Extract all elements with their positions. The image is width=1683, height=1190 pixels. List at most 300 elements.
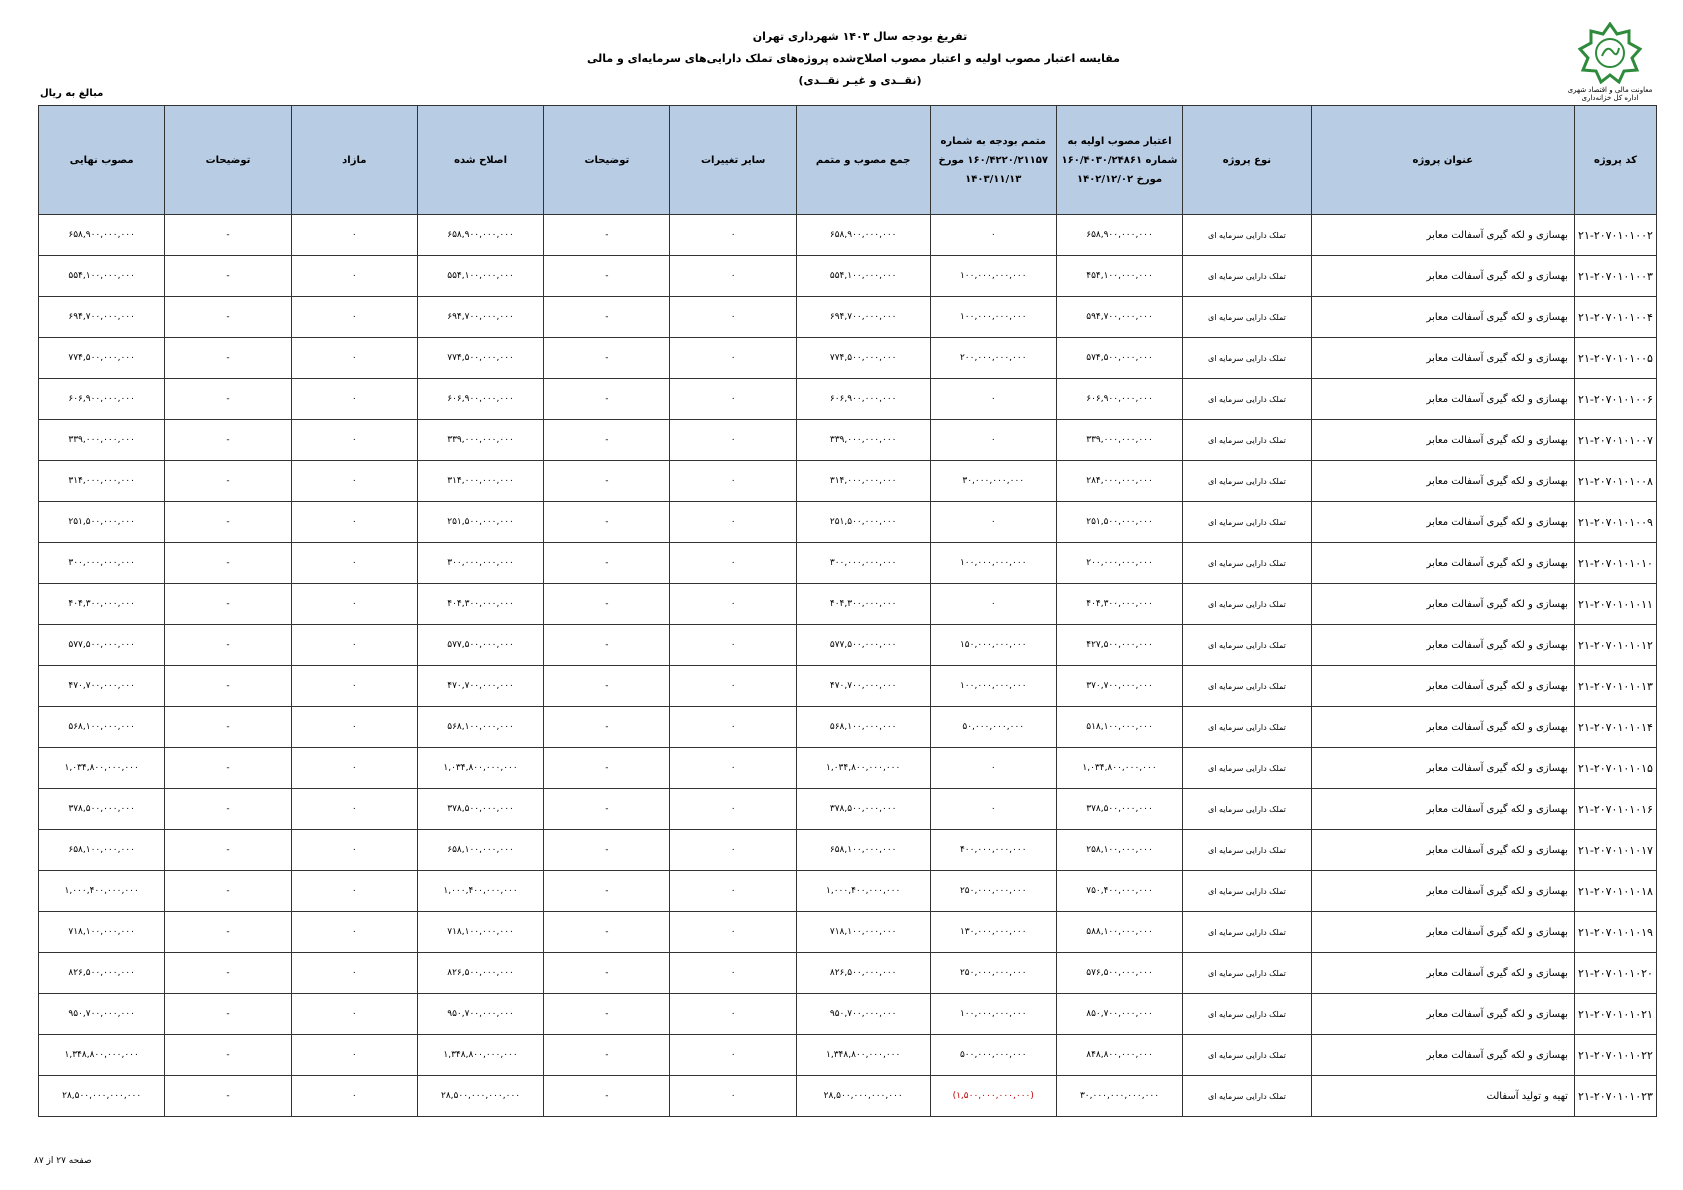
table-row bbox=[39, 420, 1657, 461]
cell-type: تملک دارایی سرمایه ای bbox=[1183, 912, 1311, 953]
cell-code: ۲۱-۲۰۷۰۱۰۱۰۱۰ bbox=[1574, 543, 1656, 584]
table-row bbox=[39, 871, 1657, 912]
cell-initial: ۴۵۴,۱۰۰,۰۰۰,۰۰۰ bbox=[1056, 256, 1182, 297]
cell-title: بهسازی و لکه گیری آسفالت معابر bbox=[1311, 707, 1574, 748]
cell-type: تملک دارایی سرمایه ای bbox=[1183, 584, 1311, 625]
cell-other-changes: ۰ bbox=[670, 953, 796, 994]
cell-supplement: ۱۰۰,۰۰۰,۰۰۰,۰۰۰ bbox=[930, 994, 1056, 1035]
cell-code: ۲۱-۲۰۷۰۱۰۱۰۰۶ bbox=[1574, 379, 1656, 420]
cell-notes2: - bbox=[165, 543, 291, 584]
budget-table bbox=[38, 105, 1657, 1117]
cell-surplus: ۰ bbox=[291, 461, 417, 502]
cell-supplement: ۲۵۰,۰۰۰,۰۰۰,۰۰۰ bbox=[930, 871, 1056, 912]
cell-other-changes: ۰ bbox=[670, 215, 796, 256]
cell-total: ۵۶۸,۱۰۰,۰۰۰,۰۰۰ bbox=[796, 707, 930, 748]
cell-title: بهسازی و لکه گیری آسفالت معابر bbox=[1311, 789, 1574, 830]
table-row bbox=[39, 461, 1657, 502]
cell-initial: ۶۵۸,۹۰۰,۰۰۰,۰۰۰ bbox=[1056, 215, 1182, 256]
cell-total: ۱,۰۰۰,۴۰۰,۰۰۰,۰۰۰ bbox=[796, 871, 930, 912]
cell-other-changes: ۰ bbox=[670, 748, 796, 789]
cell-code: ۲۱-۲۰۷۰۱۰۱۰۱۱ bbox=[1574, 584, 1656, 625]
cell-other-changes: ۰ bbox=[670, 256, 796, 297]
cell-title: بهسازی و لکه گیری آسفالت معابر bbox=[1311, 871, 1574, 912]
cell-revised: ۱,۰۰۰,۴۰۰,۰۰۰,۰۰۰ bbox=[417, 871, 543, 912]
table-header-row bbox=[39, 106, 1657, 215]
cell-surplus: ۰ bbox=[291, 1035, 417, 1076]
cell-final: ۴۷۰,۷۰۰,۰۰۰,۰۰۰ bbox=[39, 666, 165, 707]
cell-supplement: ۱۰۰,۰۰۰,۰۰۰,۰۰۰ bbox=[930, 666, 1056, 707]
cell-notes2: - bbox=[165, 461, 291, 502]
cell-title: بهسازی و لکه گیری آسفالت معابر bbox=[1311, 297, 1574, 338]
cell-revised: ۶۰۶,۹۰۰,۰۰۰,۰۰۰ bbox=[417, 379, 543, 420]
table-row bbox=[39, 584, 1657, 625]
cell-surplus: ۰ bbox=[291, 748, 417, 789]
cell-type: تملک دارایی سرمایه ای bbox=[1183, 338, 1311, 379]
cell-title: بهسازی و لکه گیری آسفالت معابر bbox=[1311, 625, 1574, 666]
cell-title: بهسازی و لکه گیری آسفالت معابر bbox=[1311, 420, 1574, 461]
cell-code: ۲۱-۲۰۷۰۱۰۱۰۱۹ bbox=[1574, 912, 1656, 953]
col-header-type: نوع پروژه bbox=[1183, 106, 1311, 215]
cell-type: تملک دارایی سرمایه ای bbox=[1183, 625, 1311, 666]
cell-initial: ۱,۰۳۴,۸۰۰,۰۰۰,۰۰۰ bbox=[1056, 748, 1182, 789]
cell-notes2: - bbox=[165, 256, 291, 297]
cell-total: ۷۷۴,۵۰۰,۰۰۰,۰۰۰ bbox=[796, 338, 930, 379]
cell-title: بهسازی و لکه گیری آسفالت معابر bbox=[1311, 666, 1574, 707]
cell-notes1: - bbox=[544, 420, 670, 461]
cell-final: ۳۰۰,۰۰۰,۰۰۰,۰۰۰ bbox=[39, 543, 165, 584]
cell-title: بهسازی و لکه گیری آسفالت معابر bbox=[1311, 584, 1574, 625]
cell-surplus: ۰ bbox=[291, 215, 417, 256]
cell-type: تملک دارایی سرمایه ای bbox=[1183, 461, 1311, 502]
cell-other-changes: ۰ bbox=[670, 830, 796, 871]
cell-total: ۹۵۰,۷۰۰,۰۰۰,۰۰۰ bbox=[796, 994, 930, 1035]
cell-other-changes: ۰ bbox=[670, 1076, 796, 1117]
cell-other-changes: ۰ bbox=[670, 379, 796, 420]
cell-notes2: - bbox=[165, 789, 291, 830]
cell-notes2: - bbox=[165, 338, 291, 379]
cell-total: ۶۰۶,۹۰۰,۰۰۰,۰۰۰ bbox=[796, 379, 930, 420]
table-body bbox=[39, 215, 1657, 1117]
cell-supplement: ۱۵۰,۰۰۰,۰۰۰,۰۰۰ bbox=[930, 625, 1056, 666]
table-row bbox=[39, 830, 1657, 871]
cell-other-changes: ۰ bbox=[670, 502, 796, 543]
cell-initial: ۴۲۷,۵۰۰,۰۰۰,۰۰۰ bbox=[1056, 625, 1182, 666]
tehran-municipality-emblem-icon bbox=[1577, 22, 1643, 84]
unit-note: مبالغ به ریال bbox=[40, 88, 104, 99]
cell-title: بهسازی و لکه گیری آسفالت معابر bbox=[1311, 256, 1574, 297]
cell-initial: ۵۹۴,۷۰۰,۰۰۰,۰۰۰ bbox=[1056, 297, 1182, 338]
cell-total: ۶۹۴,۷۰۰,۰۰۰,۰۰۰ bbox=[796, 297, 930, 338]
cell-revised: ۹۵۰,۷۰۰,۰۰۰,۰۰۰ bbox=[417, 994, 543, 1035]
cell-revised: ۲۸,۵۰۰,۰۰۰,۰۰۰,۰۰۰ bbox=[417, 1076, 543, 1117]
cell-type: تملک دارایی سرمایه ای bbox=[1183, 953, 1311, 994]
cell-initial: ۸۴۸,۸۰۰,۰۰۰,۰۰۰ bbox=[1056, 1035, 1182, 1076]
cell-notes1: - bbox=[544, 748, 670, 789]
cell-title: بهسازی و لکه گیری آسفالت معابر bbox=[1311, 338, 1574, 379]
cell-type: تملک دارایی سرمایه ای bbox=[1183, 502, 1311, 543]
cell-final: ۱,۳۴۸,۸۰۰,۰۰۰,۰۰۰ bbox=[39, 1035, 165, 1076]
cell-other-changes: ۰ bbox=[670, 420, 796, 461]
cell-revised: ۱,۳۴۸,۸۰۰,۰۰۰,۰۰۰ bbox=[417, 1035, 543, 1076]
cell-total: ۴۰۴,۳۰۰,۰۰۰,۰۰۰ bbox=[796, 584, 930, 625]
cell-total: ۶۵۸,۹۰۰,۰۰۰,۰۰۰ bbox=[796, 215, 930, 256]
cell-supplement: ۱۰۰,۰۰۰,۰۰۰,۰۰۰ bbox=[930, 543, 1056, 584]
org-line2: اداره کل خزانه‌داری bbox=[1581, 94, 1639, 102]
cell-other-changes: ۰ bbox=[670, 543, 796, 584]
col-header-initial: اعتبار مصوب اولیه به شماره ۱۶۰/۴۰۳۰/۲۴۸۶۱ مورخ ۱۴۰۲/۱۲/۰۲ bbox=[1056, 106, 1182, 215]
cell-other-changes: ۰ bbox=[670, 297, 796, 338]
cell-revised: ۳۳۹,۰۰۰,۰۰۰,۰۰۰ bbox=[417, 420, 543, 461]
cell-initial: ۳۷۸,۵۰۰,۰۰۰,۰۰۰ bbox=[1056, 789, 1182, 830]
cell-title: بهسازی و لکه گیری آسفالت معابر bbox=[1311, 215, 1574, 256]
cell-surplus: ۰ bbox=[291, 256, 417, 297]
cell-initial: ۵۱۸,۱۰۰,۰۰۰,۰۰۰ bbox=[1056, 707, 1182, 748]
cell-supplement: ۴۰۰,۰۰۰,۰۰۰,۰۰۰ bbox=[930, 830, 1056, 871]
cell-notes2: - bbox=[165, 830, 291, 871]
cell-supplement: ۰ bbox=[930, 789, 1056, 830]
cell-surplus: ۰ bbox=[291, 543, 417, 584]
cell-supplement: ۱۳۰,۰۰۰,۰۰۰,۰۰۰ bbox=[930, 912, 1056, 953]
cell-total: ۷۱۸,۱۰۰,۰۰۰,۰۰۰ bbox=[796, 912, 930, 953]
cell-title: بهسازی و لکه گیری آسفالت معابر bbox=[1311, 379, 1574, 420]
cell-surplus: ۰ bbox=[291, 420, 417, 461]
col-header-title: عنوان پروژه bbox=[1311, 106, 1574, 215]
cell-supplement: ۰ bbox=[930, 502, 1056, 543]
cell-notes1: - bbox=[544, 707, 670, 748]
cell-revised: ۳۷۸,۵۰۰,۰۰۰,۰۰۰ bbox=[417, 789, 543, 830]
cell-title: تهیه و تولید آسفالت bbox=[1311, 1076, 1574, 1117]
cell-revised: ۷۱۸,۱۰۰,۰۰۰,۰۰۰ bbox=[417, 912, 543, 953]
col-header-revised: اصلاح شده bbox=[417, 106, 543, 215]
cell-supplement: ۱۰۰,۰۰۰,۰۰۰,۰۰۰ bbox=[930, 297, 1056, 338]
document-title-block bbox=[586, 26, 1120, 92]
cell-notes2: - bbox=[165, 912, 291, 953]
table-row bbox=[39, 502, 1657, 543]
cell-code: ۲۱-۲۰۷۰۱۰۱۰۱۸ bbox=[1574, 871, 1656, 912]
cell-revised: ۶۵۸,۱۰۰,۰۰۰,۰۰۰ bbox=[417, 830, 543, 871]
cell-supplement: ۰ bbox=[930, 379, 1056, 420]
cell-code: ۲۱-۲۰۷۰۱۰۱۰۲۱ bbox=[1574, 994, 1656, 1035]
cell-title: بهسازی و لکه گیری آسفالت معابر bbox=[1311, 543, 1574, 584]
col-header-other-changes: سایر تغییرات bbox=[670, 106, 796, 215]
cell-total: ۳۳۹,۰۰۰,۰۰۰,۰۰۰ bbox=[796, 420, 930, 461]
cell-surplus: ۰ bbox=[291, 666, 417, 707]
col-header-surplus: مازاد bbox=[291, 106, 417, 215]
cell-final: ۳۳۹,۰۰۰,۰۰۰,۰۰۰ bbox=[39, 420, 165, 461]
cell-notes1: - bbox=[544, 379, 670, 420]
cell-other-changes: ۰ bbox=[670, 625, 796, 666]
cell-type: تملک دارایی سرمایه ای bbox=[1183, 789, 1311, 830]
cell-total: ۳۰۰,۰۰۰,۰۰۰,۰۰۰ bbox=[796, 543, 930, 584]
col-header-notes1: توضیحات bbox=[544, 106, 670, 215]
cell-total: ۶۵۸,۱۰۰,۰۰۰,۰۰۰ bbox=[796, 830, 930, 871]
table-row bbox=[39, 666, 1657, 707]
cell-revised: ۸۲۶,۵۰۰,۰۰۰,۰۰۰ bbox=[417, 953, 543, 994]
cell-revised: ۵۷۷,۵۰۰,۰۰۰,۰۰۰ bbox=[417, 625, 543, 666]
table-row bbox=[39, 1035, 1657, 1076]
table-row bbox=[39, 297, 1657, 338]
cell-surplus: ۰ bbox=[291, 584, 417, 625]
cell-supplement: ۲۰۰,۰۰۰,۰۰۰,۰۰۰ bbox=[930, 338, 1056, 379]
table-row bbox=[39, 994, 1657, 1035]
cell-initial: ۸۵۰,۷۰۰,۰۰۰,۰۰۰ bbox=[1056, 994, 1182, 1035]
cell-code: ۲۱-۲۰۷۰۱۰۱۰۰۴ bbox=[1574, 297, 1656, 338]
cell-supplement: ۰ bbox=[930, 420, 1056, 461]
cell-final: ۶۵۸,۱۰۰,۰۰۰,۰۰۰ bbox=[39, 830, 165, 871]
cell-type: تملک دارایی سرمایه ای bbox=[1183, 830, 1311, 871]
cell-type: تملک دارایی سرمایه ای bbox=[1183, 256, 1311, 297]
cell-initial: ۳۰,۰۰۰,۰۰۰,۰۰۰,۰۰۰ bbox=[1056, 1076, 1182, 1117]
cell-code: ۲۱-۲۰۷۰۱۰۱۰۰۳ bbox=[1574, 256, 1656, 297]
cell-final: ۷۱۸,۱۰۰,۰۰۰,۰۰۰ bbox=[39, 912, 165, 953]
cell-type: تملک دارایی سرمایه ای bbox=[1183, 707, 1311, 748]
cell-notes2: - bbox=[165, 420, 291, 461]
cell-type: تملک دارایی سرمایه ای bbox=[1183, 215, 1311, 256]
cell-notes1: - bbox=[544, 215, 670, 256]
cell-supplement: ۵۰,۰۰۰,۰۰۰,۰۰۰ bbox=[930, 707, 1056, 748]
cell-surplus: ۰ bbox=[291, 502, 417, 543]
cell-other-changes: ۰ bbox=[670, 871, 796, 912]
cell-supplement: ۰ bbox=[930, 748, 1056, 789]
cell-notes1: - bbox=[544, 789, 670, 830]
cell-type: تملک دارایی سرمایه ای bbox=[1183, 871, 1311, 912]
table-row bbox=[39, 1076, 1657, 1117]
cell-other-changes: ۰ bbox=[670, 666, 796, 707]
cell-total: ۸۲۶,۵۰۰,۰۰۰,۰۰۰ bbox=[796, 953, 930, 994]
cell-title: بهسازی و لکه گیری آسفالت معابر bbox=[1311, 502, 1574, 543]
cell-supplement: ۰ bbox=[930, 215, 1056, 256]
cell-final: ۶۵۸,۹۰۰,۰۰۰,۰۰۰ bbox=[39, 215, 165, 256]
cell-revised: ۱,۰۳۴,۸۰۰,۰۰۰,۰۰۰ bbox=[417, 748, 543, 789]
cell-notes2: - bbox=[165, 625, 291, 666]
cell-surplus: ۰ bbox=[291, 625, 417, 666]
page-number: صفحه ۲۷ از ۸۷ bbox=[34, 1156, 92, 1166]
cell-title: بهسازی و لکه گیری آسفالت معابر bbox=[1311, 953, 1574, 994]
cell-notes1: - bbox=[544, 297, 670, 338]
org-line1: معاونت مالی و اقتصاد شهری bbox=[1567, 86, 1653, 94]
table-row bbox=[39, 543, 1657, 584]
cell-notes1: - bbox=[544, 666, 670, 707]
cell-surplus: ۰ bbox=[291, 297, 417, 338]
cell-initial: ۴۰۴,۳۰۰,۰۰۰,۰۰۰ bbox=[1056, 584, 1182, 625]
table-row bbox=[39, 789, 1657, 830]
table-row bbox=[39, 215, 1657, 256]
cell-notes1: - bbox=[544, 1035, 670, 1076]
cell-final: ۵۷۷,۵۰۰,۰۰۰,۰۰۰ bbox=[39, 625, 165, 666]
cell-final: ۵۵۴,۱۰۰,۰۰۰,۰۰۰ bbox=[39, 256, 165, 297]
cell-final: ۸۲۶,۵۰۰,۰۰۰,۰۰۰ bbox=[39, 953, 165, 994]
cell-notes1: - bbox=[544, 502, 670, 543]
cell-type: تملک دارایی سرمایه ای bbox=[1183, 297, 1311, 338]
cell-notes2: - bbox=[165, 584, 291, 625]
title-line-3: (نقــدی و غیـر نقــدی) bbox=[798, 74, 922, 87]
cell-notes1: - bbox=[544, 912, 670, 953]
cell-revised: ۵۶۸,۱۰۰,۰۰۰,۰۰۰ bbox=[417, 707, 543, 748]
cell-revised: ۷۷۴,۵۰۰,۰۰۰,۰۰۰ bbox=[417, 338, 543, 379]
cell-initial: ۷۵۰,۴۰۰,۰۰۰,۰۰۰ bbox=[1056, 871, 1182, 912]
cell-code: ۲۱-۲۰۷۰۱۰۱۰۰۸ bbox=[1574, 461, 1656, 502]
table-row bbox=[39, 256, 1657, 297]
cell-type: تملک دارایی سرمایه ای bbox=[1183, 379, 1311, 420]
col-header-final: مصوب نهایی bbox=[39, 106, 165, 215]
cell-surplus: ۰ bbox=[291, 953, 417, 994]
cell-notes1: - bbox=[544, 256, 670, 297]
cell-total: ۳۷۸,۵۰۰,۰۰۰,۰۰۰ bbox=[796, 789, 930, 830]
cell-notes2: - bbox=[165, 1035, 291, 1076]
title-line-2: مقایسه اعتبار مصوب اولیه و اعتبار مصوب اصلاح‌شده پروژه‌های تملک دارایی‌های سرمایه‌ای و مالی bbox=[586, 52, 1120, 65]
cell-notes2: - bbox=[165, 707, 291, 748]
cell-notes2: - bbox=[165, 666, 291, 707]
col-header-supplement: متمم بودجه به شماره ۱۶۰/۴۲۲۰/۲۱۱۵۷ مورخ ۱۴۰۳/۱۱/۱۳ bbox=[930, 106, 1056, 215]
cell-code: ۲۱-۲۰۷۰۱۰۱۰۱۴ bbox=[1574, 707, 1656, 748]
cell-revised: ۳۱۴,۰۰۰,۰۰۰,۰۰۰ bbox=[417, 461, 543, 502]
cell-notes1: - bbox=[544, 625, 670, 666]
cell-code: ۲۱-۲۰۷۰۱۰۱۰۱۲ bbox=[1574, 625, 1656, 666]
cell-notes2: - bbox=[165, 871, 291, 912]
cell-initial: ۳۷۰,۷۰۰,۰۰۰,۰۰۰ bbox=[1056, 666, 1182, 707]
cell-title: بهسازی و لکه گیری آسفالت معابر bbox=[1311, 461, 1574, 502]
table-row bbox=[39, 912, 1657, 953]
cell-title: بهسازی و لکه گیری آسفالت معابر bbox=[1311, 912, 1574, 953]
cell-revised: ۵۵۴,۱۰۰,۰۰۰,۰۰۰ bbox=[417, 256, 543, 297]
table-row bbox=[39, 625, 1657, 666]
cell-title: بهسازی و لکه گیری آسفالت معابر bbox=[1311, 1035, 1574, 1076]
cell-title: بهسازی و لکه گیری آسفالت معابر bbox=[1311, 830, 1574, 871]
col-header-code: کد پروژه bbox=[1574, 106, 1656, 215]
cell-total: ۱,۳۴۸,۸۰۰,۰۰۰,۰۰۰ bbox=[796, 1035, 930, 1076]
cell-notes1: - bbox=[544, 830, 670, 871]
table-row bbox=[39, 953, 1657, 994]
cell-supplement: ۰ bbox=[930, 584, 1056, 625]
cell-code: ۲۱-۲۰۷۰۱۰۱۰۲۰ bbox=[1574, 953, 1656, 994]
cell-final: ۱,۰۰۰,۴۰۰,۰۰۰,۰۰۰ bbox=[39, 871, 165, 912]
cell-revised: ۲۵۱,۵۰۰,۰۰۰,۰۰۰ bbox=[417, 502, 543, 543]
cell-other-changes: ۰ bbox=[670, 338, 796, 379]
cell-code: ۲۱-۲۰۷۰۱۰۱۰۱۷ bbox=[1574, 830, 1656, 871]
cell-type: تملک دارایی سرمایه ای bbox=[1183, 420, 1311, 461]
cell-title: بهسازی و لکه گیری آسفالت معابر bbox=[1311, 748, 1574, 789]
cell-final: ۳۷۸,۵۰۰,۰۰۰,۰۰۰ bbox=[39, 789, 165, 830]
cell-other-changes: ۰ bbox=[670, 1035, 796, 1076]
cell-surplus: ۰ bbox=[291, 830, 417, 871]
cell-surplus: ۰ bbox=[291, 871, 417, 912]
cell-notes1: - bbox=[544, 338, 670, 379]
cell-code: ۲۱-۲۰۷۰۱۰۱۰۰۹ bbox=[1574, 502, 1656, 543]
cell-code: ۲۱-۲۰۷۰۱۰۱۰۱۵ bbox=[1574, 748, 1656, 789]
cell-supplement: ۱۰۰,۰۰۰,۰۰۰,۰۰۰ bbox=[930, 256, 1056, 297]
cell-code: ۲۱-۲۰۷۰۱۰۱۰۱۳ bbox=[1574, 666, 1656, 707]
cell-notes1: - bbox=[544, 994, 670, 1035]
col-header-notes2: توضیحات bbox=[165, 106, 291, 215]
col-header-total: جمع مصوب و متمم bbox=[796, 106, 930, 215]
cell-surplus: ۰ bbox=[291, 1076, 417, 1117]
cell-notes2: - bbox=[165, 379, 291, 420]
cell-initial: ۲۵۸,۱۰۰,۰۰۰,۰۰۰ bbox=[1056, 830, 1182, 871]
cell-other-changes: ۰ bbox=[670, 707, 796, 748]
cell-code: ۲۱-۲۰۷۰۱۰۱۰۲۲ bbox=[1574, 1035, 1656, 1076]
cell-supplement: ۳۰,۰۰۰,۰۰۰,۰۰۰ bbox=[930, 461, 1056, 502]
cell-notes2: - bbox=[165, 1076, 291, 1117]
table-row bbox=[39, 748, 1657, 789]
cell-supplement: ۲۵۰,۰۰۰,۰۰۰,۰۰۰ bbox=[930, 953, 1056, 994]
cell-total: ۵۵۴,۱۰۰,۰۰۰,۰۰۰ bbox=[796, 256, 930, 297]
cell-surplus: ۰ bbox=[291, 379, 417, 420]
cell-notes1: - bbox=[544, 953, 670, 994]
title-line-1: تفریغ بودجه سال ۱۴۰۳ شهرداری تهران bbox=[752, 30, 968, 43]
cell-initial: ۶۰۶,۹۰۰,۰۰۰,۰۰۰ bbox=[1056, 379, 1182, 420]
cell-total: ۱,۰۳۴,۸۰۰,۰۰۰,۰۰۰ bbox=[796, 748, 930, 789]
cell-supplement: ۵۰۰,۰۰۰,۰۰۰,۰۰۰ bbox=[930, 1035, 1056, 1076]
cell-surplus: ۰ bbox=[291, 338, 417, 379]
cell-total: ۳۱۴,۰۰۰,۰۰۰,۰۰۰ bbox=[796, 461, 930, 502]
cell-other-changes: ۰ bbox=[670, 912, 796, 953]
cell-surplus: ۰ bbox=[291, 707, 417, 748]
cell-initial: ۲۰۰,۰۰۰,۰۰۰,۰۰۰ bbox=[1056, 543, 1182, 584]
cell-initial: ۵۷۴,۵۰۰,۰۰۰,۰۰۰ bbox=[1056, 338, 1182, 379]
cell-final: ۵۶۸,۱۰۰,۰۰۰,۰۰۰ bbox=[39, 707, 165, 748]
cell-revised: ۴۷۰,۷۰۰,۰۰۰,۰۰۰ bbox=[417, 666, 543, 707]
cell-code: ۲۱-۲۰۷۰۱۰۱۰۲۳ bbox=[1574, 1076, 1656, 1117]
cell-final: ۹۵۰,۷۰۰,۰۰۰,۰۰۰ bbox=[39, 994, 165, 1035]
cell-notes1: - bbox=[544, 543, 670, 584]
cell-revised: ۶۵۸,۹۰۰,۰۰۰,۰۰۰ bbox=[417, 215, 543, 256]
table-row bbox=[39, 707, 1657, 748]
cell-other-changes: ۰ bbox=[670, 789, 796, 830]
cell-notes1: - bbox=[544, 584, 670, 625]
cell-code: ۲۱-۲۰۷۰۱۰۱۰۱۶ bbox=[1574, 789, 1656, 830]
cell-other-changes: ۰ bbox=[670, 461, 796, 502]
cell-final: ۲۵۱,۵۰۰,۰۰۰,۰۰۰ bbox=[39, 502, 165, 543]
cell-title: بهسازی و لکه گیری آسفالت معابر bbox=[1311, 994, 1574, 1035]
cell-notes1: - bbox=[544, 461, 670, 502]
cell-surplus: ۰ bbox=[291, 789, 417, 830]
cell-notes1: - bbox=[544, 871, 670, 912]
table-row bbox=[39, 338, 1657, 379]
cell-final: ۱,۰۳۴,۸۰۰,۰۰۰,۰۰۰ bbox=[39, 748, 165, 789]
municipality-logo bbox=[1562, 22, 1658, 106]
cell-final: ۲۸,۵۰۰,۰۰۰,۰۰۰,۰۰۰ bbox=[39, 1076, 165, 1117]
cell-initial: ۵۷۶,۵۰۰,۰۰۰,۰۰۰ bbox=[1056, 953, 1182, 994]
cell-revised: ۶۹۴,۷۰۰,۰۰۰,۰۰۰ bbox=[417, 297, 543, 338]
cell-type: تملک دارایی سرمایه ای bbox=[1183, 1076, 1311, 1117]
cell-notes2: - bbox=[165, 994, 291, 1035]
cell-code: ۲۱-۲۰۷۰۱۰۱۰۰۷ bbox=[1574, 420, 1656, 461]
cell-notes2: - bbox=[165, 953, 291, 994]
cell-total: ۲۸,۵۰۰,۰۰۰,۰۰۰,۰۰۰ bbox=[796, 1076, 930, 1117]
cell-final: ۶۰۶,۹۰۰,۰۰۰,۰۰۰ bbox=[39, 379, 165, 420]
cell-surplus: ۰ bbox=[291, 912, 417, 953]
cell-surplus: ۰ bbox=[291, 994, 417, 1035]
cell-code: ۲۱-۲۰۷۰۱۰۱۰۰۵ bbox=[1574, 338, 1656, 379]
cell-total: ۲۵۱,۵۰۰,۰۰۰,۰۰۰ bbox=[796, 502, 930, 543]
table-row bbox=[39, 379, 1657, 420]
cell-type: تملک دارایی سرمایه ای bbox=[1183, 543, 1311, 584]
cell-final: ۷۷۴,۵۰۰,۰۰۰,۰۰۰ bbox=[39, 338, 165, 379]
cell-initial: ۲۵۱,۵۰۰,۰۰۰,۰۰۰ bbox=[1056, 502, 1182, 543]
cell-initial: ۲۸۴,۰۰۰,۰۰۰,۰۰۰ bbox=[1056, 461, 1182, 502]
cell-initial: ۵۸۸,۱۰۰,۰۰۰,۰۰۰ bbox=[1056, 912, 1182, 953]
cell-final: ۳۱۴,۰۰۰,۰۰۰,۰۰۰ bbox=[39, 461, 165, 502]
cell-supplement: (۱,۵۰۰,۰۰۰,۰۰۰,۰۰۰) bbox=[930, 1076, 1056, 1117]
cell-type: تملک دارایی سرمایه ای bbox=[1183, 1035, 1311, 1076]
cell-revised: ۳۰۰,۰۰۰,۰۰۰,۰۰۰ bbox=[417, 543, 543, 584]
cell-code: ۲۱-۲۰۷۰۱۰۱۰۰۲ bbox=[1574, 215, 1656, 256]
cell-type: تملک دارایی سرمایه ای bbox=[1183, 748, 1311, 789]
cell-other-changes: ۰ bbox=[670, 994, 796, 1035]
cell-notes1: - bbox=[544, 1076, 670, 1117]
cell-notes2: - bbox=[165, 748, 291, 789]
cell-revised: ۴۰۴,۳۰۰,۰۰۰,۰۰۰ bbox=[417, 584, 543, 625]
